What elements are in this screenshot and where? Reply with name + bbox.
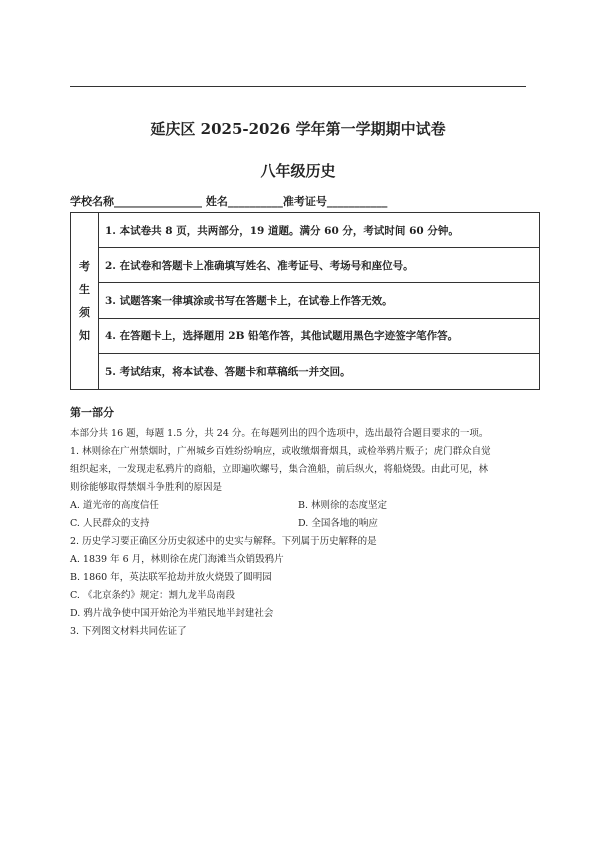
notice-label-char: 考	[79, 260, 90, 273]
section-intro: 本部分共 16 题，每题 1.5 分，共 24 分。在每题列出的四个选项中，选出最符合题目要求的一项。	[70, 428, 489, 439]
question-1-option-c: C. 人民群众的支持	[70, 518, 150, 529]
notice-label-char: 须	[79, 306, 90, 319]
subject-title: 八年级历史	[260, 162, 336, 180]
question-1-stem: 则徐能够取得禁烟斗争胜利的原因是	[70, 482, 223, 493]
student-info-line: 学校名称________________ 姓名__________准考证号___________	[70, 195, 388, 208]
exam-title: 延庆区 2025-2026 学年第一学期期中试卷	[150, 120, 446, 138]
notice-label-char: 知	[79, 329, 90, 342]
question-2-stem: 2. 历史学习要正确区分历史叙述中的史实与解释。下列属于历史解释的是	[70, 536, 377, 547]
notice-item: 3. 试题答案一律填涂或书写在答题卡上，在试卷上作答无效。	[99, 283, 539, 318]
exam-notice-box	[70, 212, 540, 390]
question-2-option-a: A. 1839 年 6 月，林则徐在虎门海滩当众销毁鸦片	[70, 554, 284, 565]
notice-item: 4. 在答题卡上，选择题用 2B 铅笔作答，其他试题用黑色字迹签字笔作答。	[99, 319, 539, 354]
notice-items	[99, 213, 539, 389]
question-1-options-row	[70, 515, 526, 533]
question-1-option-d: D. 全国各地的响应	[298, 518, 378, 529]
question-1-option-a: A. 道光帝的高度信任	[70, 500, 159, 511]
question-content	[70, 425, 526, 641]
notice-label	[71, 213, 99, 389]
notice-label-char: 生	[79, 283, 90, 296]
notice-item: 1. 本试卷共 8 页，共两部分，19 道题。满分 60 分，考试时间 60 分钟。	[99, 213, 539, 248]
section-title: 第一部分	[70, 406, 114, 419]
question-2-option-b: B. 1860 年，英法联军抢劫并放火烧毁了圆明园	[70, 572, 272, 583]
question-1-stem: 组织起来，一发现走私鸦片的商船，立即遍吹螺号，集合渔船，前后纵火，将船烧毁。由此可见，林	[70, 464, 489, 475]
question-1-stem: 1. 林则徐在广州禁烟时，广州城乡百姓纷纷响应，或收缴烟膏烟具，或检举鸦片贩子；虎门群众自觉	[70, 446, 491, 457]
question-1-option-b: B. 林则徐的态度坚定	[298, 500, 388, 511]
question-2-option-d: D. 鸦片战争使中国开始沦为半殖民地半封建社会	[70, 608, 274, 619]
header-rule	[70, 86, 526, 87]
notice-item: 2. 在试卷和答题卡上准确填写姓名、准考证号、考场号和座位号。	[99, 248, 539, 283]
question-2-option-c: C. 《北京条约》规定：割九龙半岛南段	[70, 590, 235, 601]
notice-item: 5. 考试结束，将本试卷、答题卡和草稿纸一并交回。	[105, 365, 351, 378]
question-3-stem: 3. 下列图文材料共同佐证了	[70, 626, 187, 637]
question-1-options-row	[70, 497, 526, 515]
